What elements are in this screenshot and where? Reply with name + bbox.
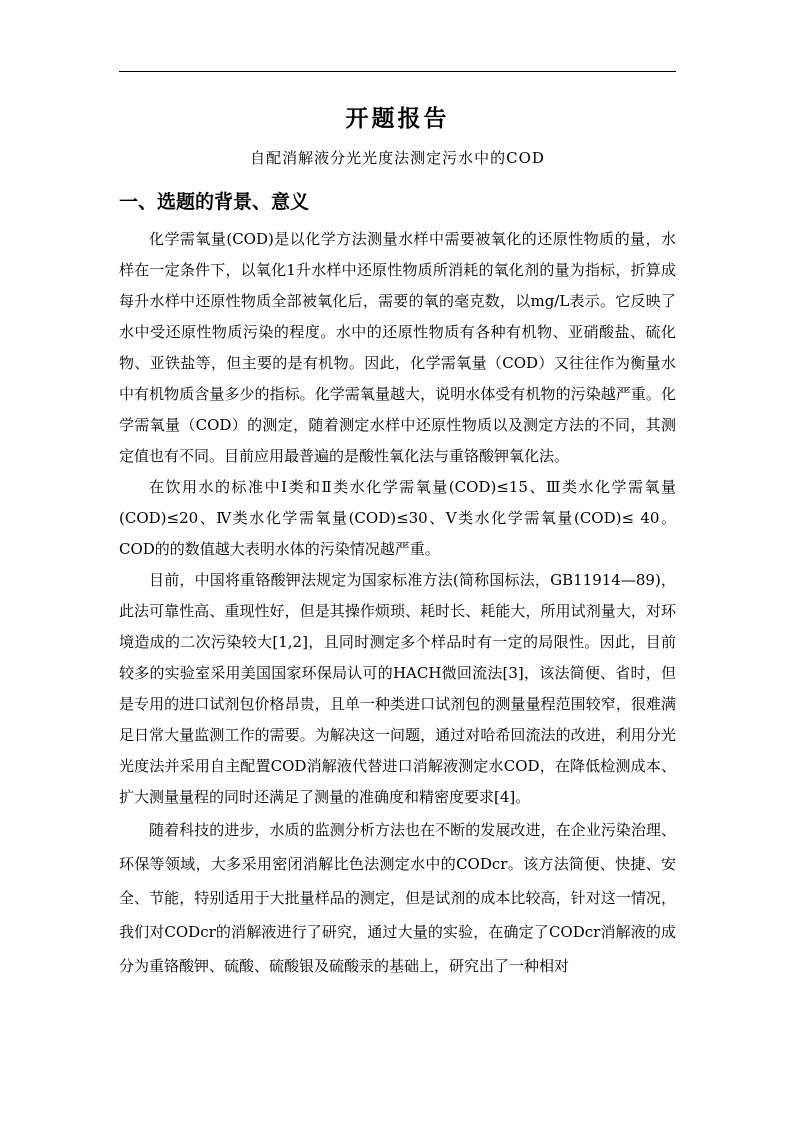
paragraph-2: 在饮用水的标准中Ⅰ类和Ⅱ类水化学需氧量(COD)≤15、Ⅲ类水化学需氧量(COD)≤20、Ⅳ类水化学需氧量(COD)≤30、Ⅴ类水化学需氧量(COD)≤ 40。COD的的数值越大表明水体的污染情况越严重。 <box>119 478 676 558</box>
body-text <box>119 224 676 983</box>
paragraph-3: 目前，中国将重铬酸钾法规定为国家标准方法(简称国标法，GB11914—89)，此法可靠性高、重现性好，但是其操作烦琐、耗时长、耗能大，所用试剂量大，对环境造成的二次污染较大[1,2]，且同时测定多个样品时有一定的局限性。因此，目前较多的实验室采用美国国家环保局认可的HACH微回流法[3]，该法简便、省时，但是专用的进口试剂包价格昂贵，且单一种类进口试剂包的测量量程范围较窄，很难满足日常大量监测工作的需要。为解决这一问题，通过对哈希回流法的改进，利用分光光度法并采用自主配置COD消解液代替进口消解液测定水COD，在降低检测成本、扩大测量量程的同时还满足了测量的准确度和精密度要求[4]。 <box>119 571 676 806</box>
page-title: 开题报告 <box>345 106 450 132</box>
paragraph-1: 化学需氧量(COD)是以化学方法测量水样中需要被氧化的还原性物质的量，水样在一定条件下，以氧化1升水样中还原性物质所消耗的氧化剂的量为指标，折算成每升水样中还原性物质全部被氧化后，需要的氧的毫克数，以mg/L表示。它反映了水中受还原性物质污染的程度。水中的还原性物质有各种有机物、亚硝酸盐、硫化物、亚铁盐等，但主要的是有机物。因此，化学需氧量（COD）又往往作为衡量水中有机物质含量多少的指标。化学需氧量越大，说明水体受有机物的污染越严重。化学需氧量（COD）的测定，随着测定水样中还原性物质以及测定方法的不同，其测定值也有不同。目前应用最普遍的是酸性氧化法与重铬酸钾氧化法。 <box>119 230 676 465</box>
header-rule <box>119 71 676 72</box>
section-heading: 一、选题的背景、意义 <box>119 191 310 213</box>
paragraph-4: 随着科技的进步，水质的监测分析方法也在不断的发展改进，在企业污染治理、环保等领域，大多采用密闭消解比色法测定水中的CODcr。该方法简便、快捷、安全、节能，特别适用于大批量样品的测定，但是试剂的成本比较高，针对这一情况，我们对CODcr的消解液进行了研究，通过大量的实验，在确定了CODcr消解液的成分为重铬酸钾、硫酸、硫酸银及硫酸汞的基础上，研究出了一种相对 <box>119 821 676 975</box>
page-subtitle: 自配消解液分光光度法测定污水中的COD <box>250 149 545 167</box>
